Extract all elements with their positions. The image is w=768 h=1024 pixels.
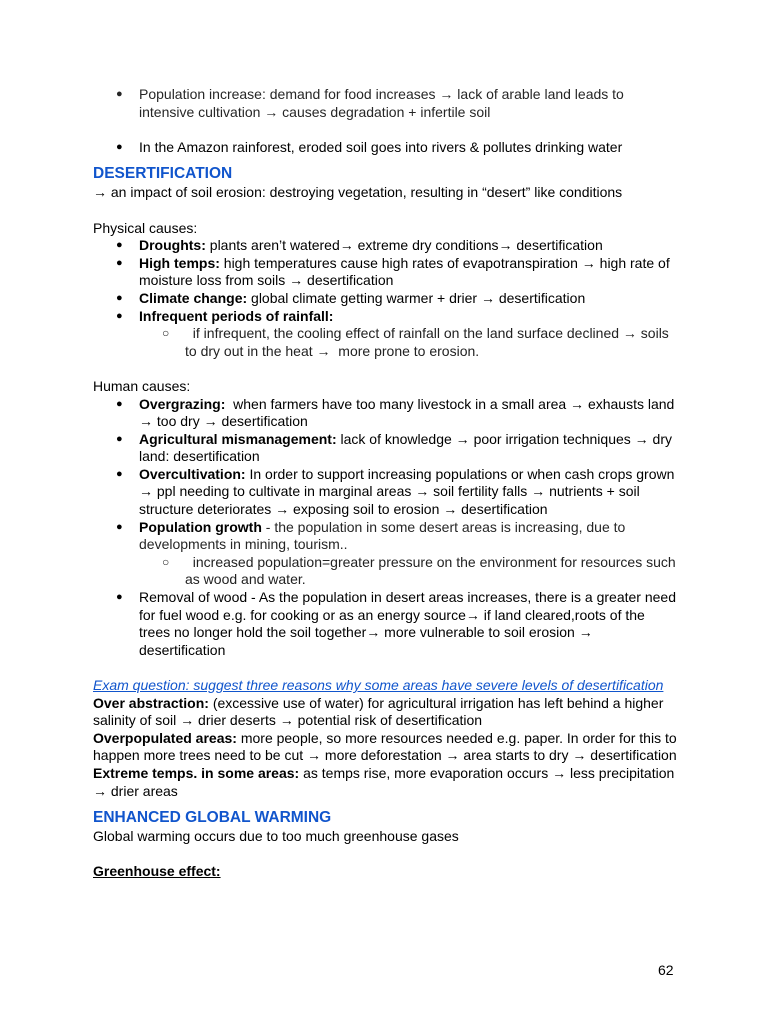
desertification-definition: → an impact of soil erosion: destroying vegetation, resulting in “desert” like conditions <box>93 184 623 201</box>
page-content <box>93 86 678 881</box>
desc: In order to support increasing populations or when cash crops grown → ppl needing to cultivate in marginal areas → soil fertility falls → nutrients + soil structure deteriorates → exposing soil to erosion → desertification <box>139 465 675 518</box>
spacer <box>93 202 678 220</box>
physical-causes-label: Physical causes: <box>93 219 198 236</box>
spacer <box>93 846 678 864</box>
desc: lack of knowledge → poor irrigation techniques → dry land: desertification <box>139 430 673 465</box>
desc: plants aren’t watered→ extreme dry conditions→ desertification <box>205 237 603 254</box>
desc: (excessive use of water) for agricultural irrigation has left behind a higher salinity of soil → drier deserts → potential risk of desertification <box>93 694 664 729</box>
term: Extreme temps. in some areas: <box>93 764 300 781</box>
term: Overcultivation: <box>139 465 246 482</box>
intro-bullet-list <box>93 86 678 121</box>
spacer <box>93 360 678 378</box>
term: High temps: <box>139 254 220 271</box>
list-item <box>93 237 678 255</box>
term: Droughts: <box>139 237 206 254</box>
list-item <box>93 519 678 554</box>
spacer <box>93 659 678 677</box>
desc: high temperatures cause high rates of evapotranspiration → high rate of moisture loss from soils → desertification <box>139 254 670 289</box>
list-item <box>93 396 678 431</box>
page-number: 62 <box>658 962 674 978</box>
list-item-removal-of-wood: ● Removal of wood - As the population in desert areas increases, there is a greater need for fuel wood e.g. for cooking or as an energy source→ if land cleared,roots of the trees no longer hold the soil together→ more vulnerable to soil erosion → desertification <box>93 589 678 659</box>
bullet-amazon: ● In the Amazon rainforest, eroded soil goes into rivers & pollutes drinking water <box>93 139 678 157</box>
exam-answer <box>93 765 678 800</box>
term: Overgrazing: <box>139 395 226 412</box>
physical-causes-list <box>93 237 678 360</box>
term: Climate change: <box>139 289 248 306</box>
list-item <box>93 255 678 290</box>
spacer <box>93 800 678 808</box>
term: Population growth <box>139 518 262 535</box>
intro-bullet-list-2 <box>93 139 678 157</box>
human-causes-list <box>93 396 678 660</box>
desc: more people, so more resources needed e.g. paper. In order for this to happen more trees need to be cut → more deforestation → area starts to dry → desertification <box>93 729 677 764</box>
term: Overpopulated areas: <box>93 729 237 746</box>
desc: as temps rise, more evaporation occurs → less precipitation → drier areas <box>93 764 675 799</box>
greenhouse-effect-subheading: Greenhouse effect: <box>93 863 221 880</box>
desc: global climate getting warmer + drier → desertification <box>247 289 586 306</box>
term: Infrequent periods of rainfall: <box>139 307 334 324</box>
heading-enhanced-global-warming: ENHANCED GLOBAL WARMING <box>93 809 332 827</box>
bullet-population-increase: ● Population increase: demand for food increases → lack of arable land leads to intensive cultivation → causes degradation + infertile soil <box>93 86 678 121</box>
desc: - the population in some desert areas is increasing, due to developments in mining, tourism.. <box>139 518 626 553</box>
spacer <box>93 156 678 164</box>
term: Over abstraction: <box>93 694 209 711</box>
list-item <box>93 431 678 466</box>
term: Agricultural mismanagement: <box>139 430 337 447</box>
exam-question-link[interactable]: Exam question: suggest three reasons why some areas have severe levels of desertification <box>93 677 664 693</box>
heading-desertification: DESERTIFICATION <box>93 165 233 183</box>
list-item <box>93 308 678 326</box>
sub-list-item: ○ increased population=greater pressure on the environment for resources such as wood and water. <box>93 554 678 589</box>
sub-list-item: ○ if infrequent, the cooling effect of rainfall on the land surface declined → soils to dry out in the heat → more prone to erosion. <box>93 325 678 360</box>
human-causes-label: Human causes: <box>93 377 191 394</box>
exam-answer <box>93 695 678 730</box>
global-warming-text: Global warming occurs due to too much greenhouse gases <box>93 828 459 845</box>
list-item <box>93 466 678 519</box>
exam-answer <box>93 730 678 765</box>
desc: when farmers have too many livestock in a small area → exhausts land → too dry → desertification <box>139 395 679 430</box>
list-item <box>93 290 678 308</box>
spacer <box>93 121 678 139</box>
